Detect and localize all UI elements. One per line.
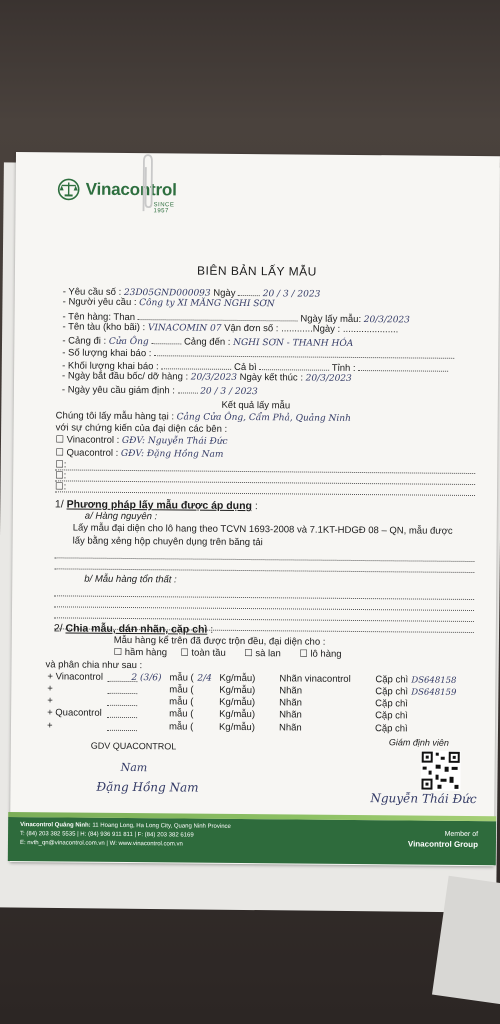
footer-member: Member of Vinacontrol Group bbox=[407, 830, 479, 850]
division-row: + Vinacontrol 2 (3/6) mẫu ( 2/4 Kg/mẫu) Nhãn vinacontrol Cặp chì DS648158 bbox=[47, 671, 457, 686]
result-title: Kết quả lấy mẫu bbox=[221, 399, 291, 412]
row-start: - Ngày bắt đầu bốc/ dỡ hàng : 20/3/2023 Ngày kết thúc : 20/3/2023 bbox=[61, 370, 352, 385]
scales-icon bbox=[56, 178, 82, 200]
date-value: 20 / 3 / 2023 bbox=[262, 289, 321, 300]
row-vessel: - Tên tàu (kho bãi) : VINACOMIN 07 Vận đơn số : ............Ngày : ..................... bbox=[62, 321, 399, 336]
footer-contacts: Vinacontrol Quảng Ninh: 11 Hoang Long, Ha Long City, Quang Ninh Province T: (84) 203 382 5535 | H: (84) 936 911 811 | F: (84) 203 382 6169 E: nvth_qn@vinacontrol.com.vn | W: www.vinacontrol.com.vn bbox=[19, 822, 231, 848]
vessel-value: VINACOMIN 07 bbox=[147, 323, 222, 334]
division-row: + mẫu ( Kg/mẫu) Nhãn Cặp chì bbox=[46, 719, 408, 735]
division-row: + mẫu ( Kg/mẫu) Nhãn Cặp chì DS648159 bbox=[47, 683, 457, 698]
result-block: Chúng tôi lấy mẫu hàng tại : Cảng Cửa Ông, Cẩm Phả, Quảng Ninh với sự chứng kiến của đại diện các bên : ☐ Vinacontrol : GĐV: Nguyễn Thái Đức ☐ Quacontrol : GĐV: Đặng Hồng Nam ☐: ☐: ☐: bbox=[55, 410, 476, 495]
inspect-date-value: 20 / 3 / 2023 bbox=[200, 386, 258, 398]
paper-clip-icon bbox=[137, 153, 156, 213]
dest-value: NGHI SƠN - THANH HÓA bbox=[233, 338, 354, 350]
footer-bar bbox=[8, 817, 496, 865]
end-value: 20/3/2023 bbox=[305, 373, 352, 385]
method-heading: Phương pháp lấy mẫu được áp dụng bbox=[66, 498, 252, 513]
row-request-no: - Yêu cầu số : 23D05GND000093 Ngày 20 / 3 / 2023 bbox=[62, 286, 321, 300]
qr-code-icon bbox=[420, 751, 460, 791]
row-port: - Cảng đi : Cửa Ông Cảng đến : NGHI SƠN - THANH HÓA bbox=[62, 335, 354, 350]
row-inspect-date: - Ngày yêu cầu giám định : 20 / 3 / 2023 bbox=[61, 384, 258, 398]
division-block: 2/ Chia mẫu, dán nhãn, cặp chì : Mẫu hàng kể trên đã được trộn đều, đại diện cho : ☐ hầm hàng ☐ toàn tầu ☐ sà lan ☐ lô hàng và phân chia như sau : + Vinacontrol 2 (3/6) mẫu ( 2/4 Kg/mẫu) Nhãn vinacontrol Cặp chì DS648158 + mẫu ( Kg/mẫu) Nhãn Cặp chì DS648159 + mẫu ( Kg/mẫu) Nhãn Cặp chì + Quacontrol mẫu ( Kg/mẫu) Nhãn Cặp chì + mẫu ( Kg/mẫu) Nhãn Cặp chì bbox=[53, 622, 474, 735]
division-heading: Chia mẫu, dán nhãn, cặp chì bbox=[65, 622, 208, 636]
request-fields bbox=[62, 284, 483, 398]
quacontrol-rep: GĐV: Đặng Hồng Nam bbox=[120, 448, 224, 460]
document-title: BIÊN BẢN LẤY MẪU bbox=[196, 263, 317, 279]
location-value: Cảng Cửa Ông, Cẩm Phả, Quảng Ninh bbox=[176, 412, 351, 424]
row-goods: - Tên hàng: Than Ngày lấy mẫu: 20/3/2023 bbox=[62, 311, 410, 326]
vinacontrol-rep: GĐV: Nguyễn Thái Đức bbox=[121, 436, 228, 448]
division-row: + mẫu ( Kg/mẫu) Nhãn Cặp chì bbox=[47, 695, 408, 710]
method-block: 1/ Phương pháp lấy mẫu được áp dụng : a/ Hàng nguyên : Lấy mẫu đại diện cho lô hang theo TCVN 1693-2008 và 7.1KT-HDGĐ 08 – QN, mẫu được lấy bằng xẻng hộp chuyên dụng trên băng tải b/ Mẫu hàng tổn thất : bbox=[54, 498, 475, 633]
right-signature-name: Nguyễn Thái Đức bbox=[370, 791, 477, 807]
division-row: + Quacontrol mẫu ( Kg/mẫu) Nhãn Cặp chì bbox=[47, 707, 408, 722]
left-signature-block: GDV QUACONTROL Nam Đặng Hồng Nam bbox=[90, 740, 199, 795]
row-qty: - Số lượng khai báo : bbox=[62, 346, 482, 362]
request-no-value: 23D05GND000093 bbox=[123, 287, 211, 299]
left-signature-name: Đặng Hồng Nam bbox=[96, 779, 199, 795]
brand-since: SINCE 1957 bbox=[153, 202, 175, 215]
port-value: Cửa Ông bbox=[108, 337, 149, 348]
vinacontrol-logo bbox=[56, 178, 177, 215]
brand-name: Vinacontrol bbox=[85, 179, 177, 200]
start-value: 20/3/2023 bbox=[190, 372, 238, 384]
row-requester: - Người yêu cầu : Công ty XI MĂNG NGHI SƠN bbox=[62, 296, 275, 310]
requester-value: Công ty XI MĂNG NGHI SƠN bbox=[139, 298, 275, 310]
division-rows bbox=[46, 671, 474, 736]
document-page bbox=[10, 152, 500, 866]
row-weight: - Khối lượng khai báo : Cả bì Tỉnh : bbox=[62, 358, 482, 374]
sample-date-value: 20/3/2023 bbox=[363, 314, 410, 326]
left-signature: Nam bbox=[120, 760, 148, 775]
right-signature-block: Giám định viên Nguyễn Thái Đức bbox=[370, 737, 477, 807]
